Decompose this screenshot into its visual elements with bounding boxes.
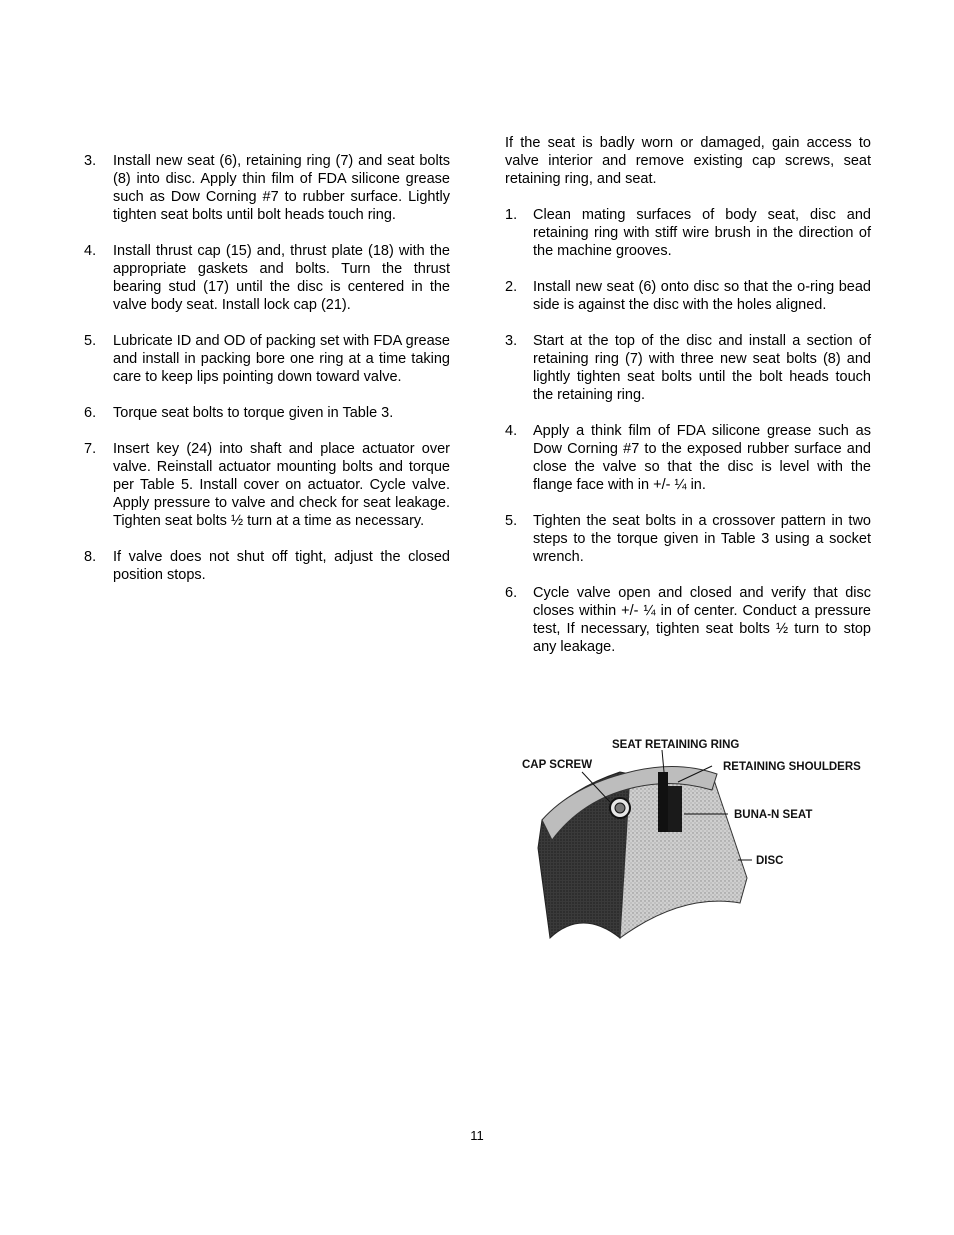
step-text: Lubricate ID and OD of packing set with FDA grease and install in packing bore one ring at a time taking care to keep lips pointing down toward valve.	[113, 333, 450, 385]
page-number: 11	[470, 1128, 484, 1143]
right-step-list	[505, 206, 871, 656]
list-item	[505, 332, 871, 404]
disc-right-face	[620, 768, 747, 938]
list-item	[84, 242, 450, 314]
label-disc: DISC	[756, 855, 784, 867]
list-item	[84, 548, 450, 584]
seat-assembly-illustration	[512, 728, 872, 948]
left-column	[84, 152, 450, 602]
step-number: 1.	[505, 207, 518, 223]
step-text: Clean mating surfaces of body seat, disc and retaining ring with stiff wire brush in the direction of the machine grooves.	[533, 207, 871, 259]
step-number: 5.	[505, 513, 518, 529]
step-text: Start at the top of the disc and install a section of retaining ring (7) with three new seat bolts (8) and lightly tighten seat bolts until the bolt heads touch the retaining ring.	[533, 333, 871, 403]
intro-paragraph: If the seat is badly worn or damaged, gain access to valve interior and remove existing cap screws, seat retaining ring, and seat.	[505, 135, 871, 187]
list-item	[505, 584, 871, 656]
list-item	[505, 206, 871, 260]
right-column	[505, 134, 871, 674]
step-text: If valve does not shut off tight, adjust the closed position stops.	[113, 549, 450, 583]
step-text: Install new seat (6), retaining ring (7) and seat bolts (8) into disc. Apply thin film of FDA silicone grease such as Dow Corning #7 to rubber surface. Lightly tighten seat bolts until bolt heads touch ring.	[113, 153, 450, 223]
step-number: 7.	[84, 441, 97, 457]
label-buna-n-seat: BUNA-N SEAT	[734, 809, 813, 821]
list-item	[84, 440, 450, 530]
list-item	[84, 152, 450, 224]
step-number: 6.	[84, 405, 97, 421]
retaining-ring-icon	[658, 772, 668, 832]
list-item	[505, 512, 871, 566]
step-number: 3.	[505, 333, 518, 349]
step-number: 4.	[84, 243, 97, 259]
step-text: Tighten the seat bolts in a crossover pattern in two steps to the torque given in Table 3 using a socket wrench.	[533, 513, 871, 565]
step-text: Insert key (24) into shaft and place actuator over valve. Reinstall actuator mounting bolts and torque per Table 5. Install cover on actuator. Cycle valve. Apply pressure to valve and check for seat leakage. Tighten seat bolts ½ turn at a time as necessary.	[113, 441, 450, 529]
step-text: Torque seat bolts to torque given in Table 3.	[113, 405, 394, 421]
list-item	[505, 422, 871, 494]
list-item	[84, 332, 450, 386]
seat-assembly-figure	[512, 728, 872, 948]
step-number: 5.	[84, 333, 97, 349]
label-cap-screw: CAP SCREW	[522, 759, 593, 771]
step-number: 3.	[84, 153, 97, 169]
label-seat-retaining-ring: SEAT RETAINING RING	[612, 739, 740, 751]
step-text: Install new seat (6) onto disc so that the o-ring bead side is against the disc with the holes aligned.	[533, 279, 871, 313]
step-number: 8.	[84, 549, 97, 565]
list-item	[505, 278, 871, 314]
step-text: Apply a think film of FDA silicone grease such as Dow Corning #7 to the exposed rubber surface and close the valve so that the disc is level with the flange face with in +/- ¼ in.	[533, 423, 871, 493]
list-item	[84, 404, 450, 422]
step-number: 2.	[505, 279, 518, 295]
step-number: 4.	[505, 423, 518, 439]
step-text: Install thrust cap (15) and, thrust plate (18) with the appropriate gaskets and bolts. Turn the thrust bearing stud (17) until the disc is centered in the valve body seat. Install lock cap (21).	[113, 243, 450, 313]
step-text: Cycle valve open and closed and verify that disc closes within +/- ¼ in of center. Conduct a pressure test, If necessary, tighten seat bolts ½ turn to stop any leakage.	[533, 585, 871, 655]
left-step-list	[84, 152, 450, 584]
buna-n-seat-icon	[668, 786, 682, 832]
step-number: 6.	[505, 585, 518, 601]
label-retaining-shoulders: RETAINING SHOULDERS	[723, 761, 861, 773]
